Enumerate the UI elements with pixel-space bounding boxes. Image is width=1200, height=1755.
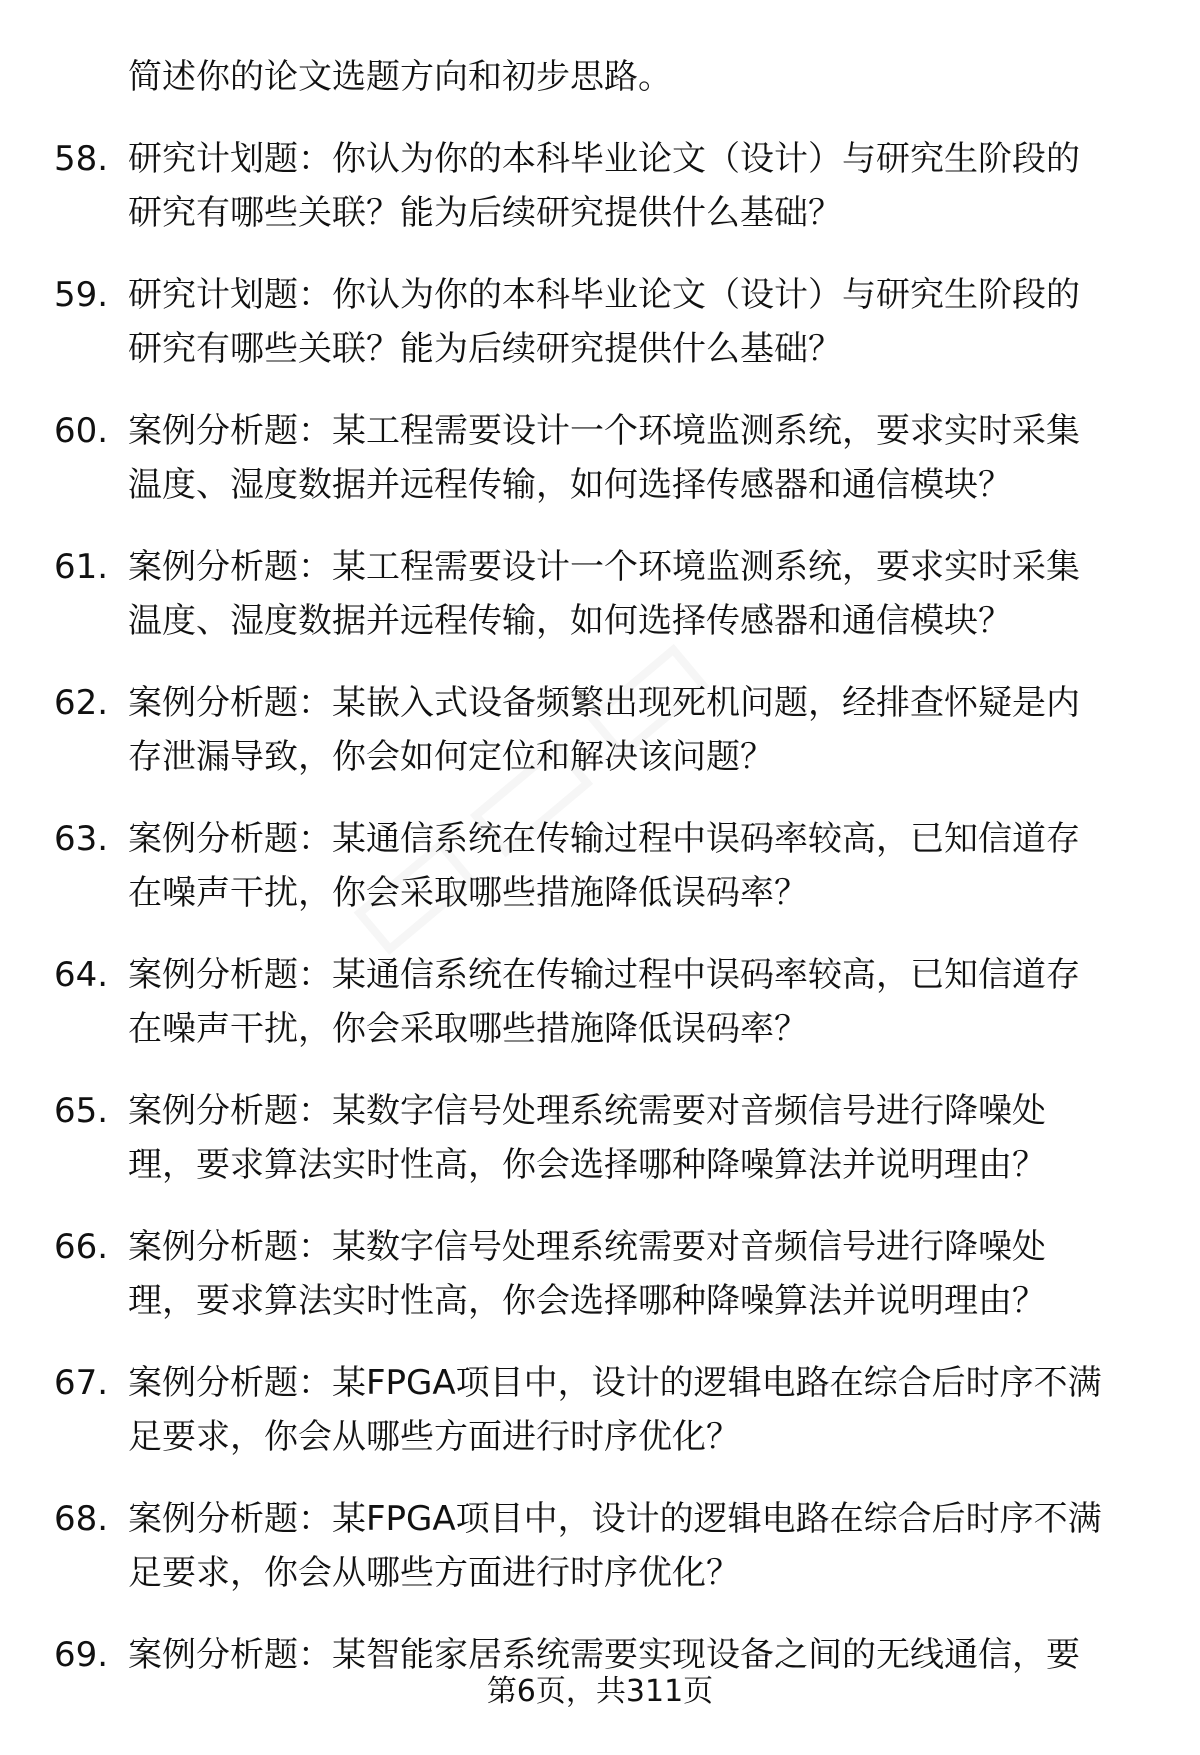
- question-line: 案例分析题：某数字信号处理系统需要对音频信号进行降噪处: [128, 1227, 1046, 1267]
- question-line: 研究有哪些关联？能为后续研究提供什么基础？: [128, 329, 842, 369]
- question-text: [128, 1220, 1168, 1328]
- question-text: [128, 812, 1168, 920]
- question-number: 66.: [54, 1227, 109, 1267]
- question-number: 59.: [54, 275, 109, 315]
- question-number: 62.: [54, 683, 109, 723]
- question-text: [128, 948, 1168, 1056]
- question-item: [0, 540, 1200, 648]
- question-line: 足要求，你会从哪些方面进行时序优化？: [128, 1553, 740, 1593]
- question-line: 存泄漏导致，你会如何定位和解决该问题？: [128, 737, 774, 777]
- question-continuation: 简述你的论文选题方向和初步思路。: [128, 57, 672, 97]
- question-line: 温度、湿度数据并远程传输，如何选择传感器和通信模块？: [128, 465, 1012, 505]
- question-text: [128, 132, 1168, 240]
- question-number: 67.: [54, 1363, 109, 1403]
- question-line: 在噪声干扰，你会采取哪些措施降低误码率？: [128, 1009, 808, 1049]
- question-text: [128, 404, 1168, 512]
- question-number: 64.: [54, 955, 109, 995]
- question-number: 58.: [54, 139, 109, 179]
- question-item: [0, 132, 1200, 240]
- question-item: [0, 1356, 1200, 1464]
- question-item: [0, 1492, 1200, 1600]
- question-line: 案例分析题：某嵌入式设备频繁出现死机问题，经排查怀疑是内: [128, 683, 1080, 723]
- question-number: 68.: [54, 1499, 109, 1539]
- question-text: [128, 676, 1168, 784]
- question-text: [128, 1492, 1168, 1600]
- question-line: 案例分析题：某智能家居系统需要实现设备之间的无线通信，要: [128, 1635, 1080, 1675]
- question-number: 69.: [54, 1635, 109, 1675]
- question-line: 足要求，你会从哪些方面进行时序优化？: [128, 1417, 740, 1457]
- question-item: [0, 1084, 1200, 1192]
- question-line: 理，要求算法实时性高，你会选择哪种降噪算法并说明理由？: [128, 1281, 1046, 1321]
- question-line: 案例分析题：某工程需要设计一个环境监测系统，要求实时采集: [128, 411, 1080, 451]
- question-number: 63.: [54, 819, 109, 859]
- question-line: 案例分析题：某通信系统在传输过程中误码率较高，已知信道存: [128, 819, 1080, 859]
- question-item: [0, 404, 1200, 512]
- page-footer: 第6页，共311页: [486, 1674, 714, 1709]
- question-text: [128, 540, 1168, 648]
- question-item: [0, 1220, 1200, 1328]
- question-item: [0, 948, 1200, 1056]
- question-line: 案例分析题：某FPGA项目中，设计的逻辑电路在综合后时序不满: [128, 1363, 1102, 1403]
- question-line: 案例分析题：某数字信号处理系统需要对音频信号进行降噪处: [128, 1091, 1046, 1131]
- question-line: 理，要求算法实时性高，你会选择哪种降噪算法并说明理由？: [128, 1145, 1046, 1185]
- question-item: [0, 268, 1200, 376]
- question-line: 研究计划题：你认为你的本科毕业论文（设计）与研究生阶段的: [128, 139, 1080, 179]
- question-list: [0, 50, 1200, 1682]
- question-line: 案例分析题：某工程需要设计一个环境监测系统，要求实时采集: [128, 547, 1080, 587]
- question-line: 温度、湿度数据并远程传输，如何选择传感器和通信模块？: [128, 601, 1012, 641]
- question-text: [128, 1084, 1168, 1192]
- question-text: [128, 268, 1168, 376]
- question-line: 研究计划题：你认为你的本科毕业论文（设计）与研究生阶段的: [128, 275, 1080, 315]
- question-line: 案例分析题：某FPGA项目中，设计的逻辑电路在综合后时序不满: [128, 1499, 1102, 1539]
- question-text: [128, 1356, 1168, 1464]
- question-line: 案例分析题：某通信系统在传输过程中误码率较高，已知信道存: [128, 955, 1080, 995]
- question-item: [0, 812, 1200, 920]
- question-number: 60.: [54, 411, 109, 451]
- question-number: 65.: [54, 1091, 109, 1131]
- question-item: [0, 676, 1200, 784]
- question-number: 61.: [54, 547, 109, 587]
- question-line: 研究有哪些关联？能为后续研究提供什么基础？: [128, 193, 842, 233]
- question-line: 在噪声干扰，你会采取哪些措施降低误码率？: [128, 873, 808, 913]
